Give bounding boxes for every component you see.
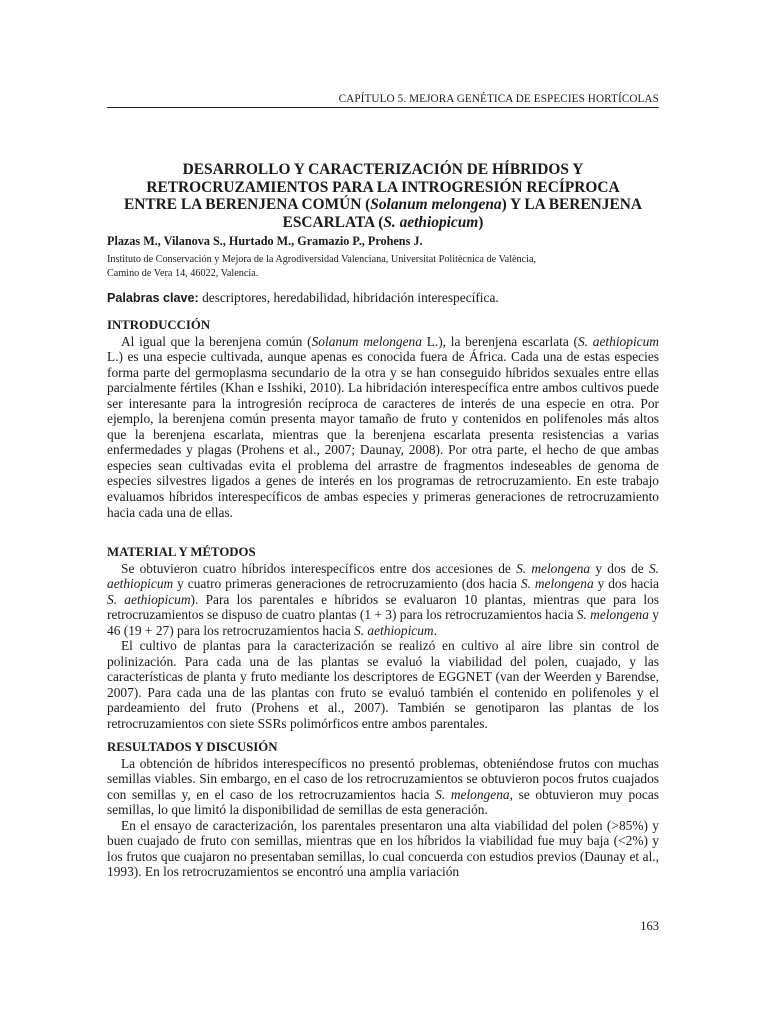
keywords-label: Palabras clave:: [107, 291, 199, 305]
paragraph: En el ensayo de caracterización, los parentales presentaron una alta viabilidad del polen (>85%) y buen cuajado de fruto con semillas, mientras que en los híbridos la viabilidad fue muy baja (<2%) y los frutos que cuajaron no presentaban semillas, lo cual concuerda con estudios previos (Daunay et al., 1993). En los retrocruzamientos se encontró una amplia variación: [107, 817, 659, 880]
paragraph: Al igual que la berenjena común (Solanum melongena L.), la berenjena escarlata (S. aethiopicum L.) es una especie cultivada, aunque apenas es conocida fuera de África. Cada una de estas especies forma parte del germoplasma secundario de la otra y se han conseguido híbridos sexuales entre ellas parcialmente fértiles (Khan e Isshiki, 2010). La hibridación interespecífica entre ambos cultivos puede ser interesante para la introgresión recíproca de caracteres de interés de una especie en otra. Por ejemplo, la berenjena común presenta mayor tamaño de fruto y contenidos en polifenoles más altos que la berenjena escarlata, mientras que la berenjena escarlata presenta resistencias a varias enfermedades y plagas (Prohens et al., 2007; Daunay, 2008). Por otra parte, el hecho de que ambas especies sean cultivadas evita el problema del arrastre de fragmentos indeseables de genoma de especies silvestres ligados a genes de interés en los programas de retrocruzamiento. En este trabajo evaluamos híbridos interespecíficos de ambas especies y primeras generaciones de retrocruzamiento hacia cada una de ellas.: [107, 333, 659, 520]
paper-title: DESARROLLO Y CARACTERIZACIÓN DE HÍBRIDOS Y RETROCRUZAMIENTOS PARA LA INTROGRESIÓN RECÍPROCA ENTRE LA BERENJENA COMÚN (Solanum melongena) Y LA BERENJENA ESCARLATA (S. aethiopicum): [124, 161, 642, 231]
keywords-text: descriptores, heredabilidad, hibridación interespecífica.: [198, 290, 499, 305]
section-heading: INTRODUCCIÓN: [107, 318, 211, 332]
affiliation-line: Camino de Vera 14, 46022, Valencia.: [107, 267, 259, 279]
affiliation: [107, 253, 659, 280]
section-heading: RESULTADOS Y DISCUSIÓN: [107, 740, 278, 754]
page: [107, 0, 659, 1024]
section-resultados-discusion: [107, 740, 659, 880]
affiliation-line: Instituto de Conservación y Mejora de la Agrodiversidad Valenciana, Universitat Politècnica de València,: [107, 254, 537, 265]
paragraph: Se obtuvieron cuatro híbridos interespecíficos entre dos accesiones de S. melongena y dos de S. aethiopicum y cuatro primeras generaciones de retrocruzamiento (dos hacia S. melongena y dos hacia S. aethiopicum). Para los parentales e híbridos se evaluaron 10 plantas, mientras que para los retrocruzamientos se dispuso de cuatro plantas (1 + 3) para los retrocruzamientos hacia S. melongena y 46 (19 + 27) para los retrocruzamientos hacia S. aethiopicum.: [107, 560, 659, 638]
running-head: CAPÍTULO 5. MEJORA GENÉTICA DE ESPECIES HORTÍCOLAS: [338, 93, 659, 105]
section-heading: MATERIAL Y MÉTODOS: [107, 545, 256, 559]
section-introduccion: [107, 318, 659, 520]
section-material-metodos: [107, 545, 659, 732]
paragraph: El cultivo de plantas para la caracterización se realizó en cultivo al aire libre sin control de polinización. Para cada una de las plantas se evaluó la viabilidad del polen, cuajado, y las características de planta y fruto mediante los descriptores de EGGNET (van der Weerden y Barendse, 2007). Para cada una de las plantas con fruto se evaluó también el contenido en polifenoles y el pardeamiento del fruto (Prohens et al., 2007). También se genotiparon las plantas de los retrocruzamientos con siete SSRs polimórficos entre ambos parentales.: [107, 638, 659, 731]
keywords: [107, 290, 499, 306]
header-rule: [107, 107, 659, 108]
page-number: 163: [640, 919, 659, 933]
paragraph: La obtención de híbridos interespecíficos no presentó problemas, obteniéndose frutos con muchas semillas viables. Sin embargo, en el caso de los retrocruzamientos se obtuvieron pocos frutos cuajados con semillas y, en el caso de los retrocruzamientos hacia S. melongena, se obtuvieron muy pocas semillas, lo que limitó la disponibilidad de semillas de esta generación.: [107, 755, 659, 818]
authors: Plazas M., Vilanova S., Hurtado M., Gramazio P., Prohens J.: [107, 234, 423, 248]
